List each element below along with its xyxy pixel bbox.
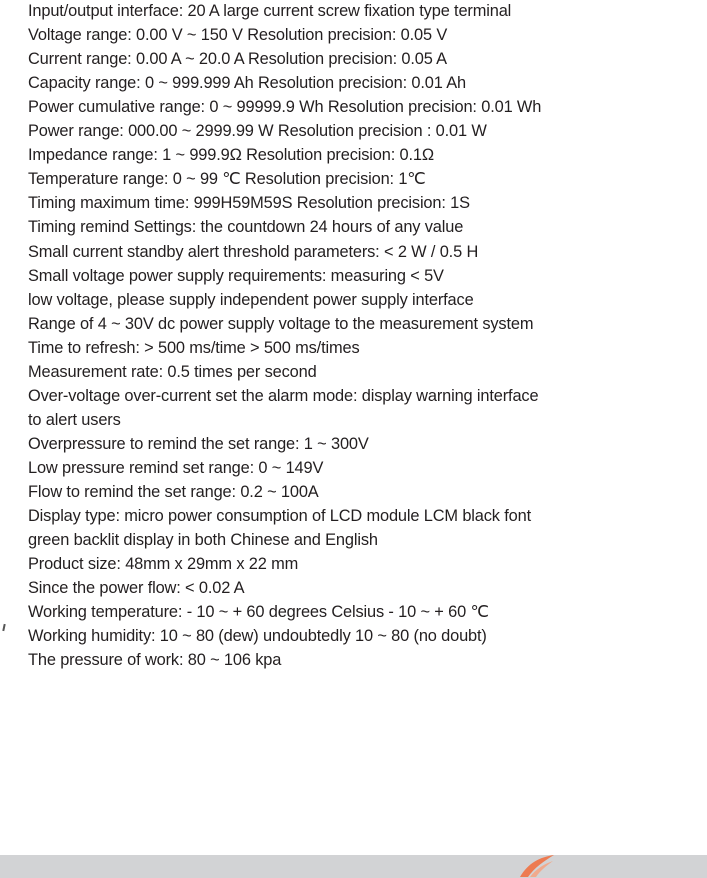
- spec-line: Voltage range: 0.00 V ~ 150 V Resolution precision: 0.05 V: [28, 26, 448, 44]
- spec-line: Low pressure remind set range: 0 ~ 149V: [28, 459, 324, 477]
- spec-line: Measurement rate: 0.5 times per second: [28, 363, 317, 381]
- spec-line: Small voltage power supply requirements: measuring < 5V: [28, 267, 444, 285]
- spec-line: Temperature range: 0 ~ 99 ℃ Resolution precision: 1℃: [28, 170, 426, 188]
- spec-line: Current range: 0.00 A ~ 20.0 A Resolution precision: 0.05 A: [28, 50, 447, 68]
- spec-line: Since the power flow: < 0.02 A: [28, 579, 245, 597]
- spec-line: Over-voltage over-current set the alarm mode: display warning interface: [28, 387, 539, 405]
- spec-line: Time to refresh: > 500 ms/time > 500 ms/times: [28, 339, 360, 357]
- spec-line: Working humidity: 10 ~ 80 (dew) undoubtedly 10 ~ 80 (no doubt): [28, 627, 487, 645]
- spec-line: Product size: 48mm x 29mm x 22 mm: [28, 555, 299, 573]
- margin-tick-mark: [2, 624, 5, 631]
- spec-line: Display type: micro power consumption of LCD module LCM black font: [28, 507, 531, 525]
- footer-band: [0, 855, 707, 878]
- spec-line: Power cumulative range: 0 ~ 99999.9 Wh Resolution precision: 0.01 Wh: [28, 98, 542, 116]
- spec-line: Capacity range: 0 ~ 999.999 Ah Resolution precision: 0.01 Ah: [28, 74, 466, 92]
- spec-line: low voltage, please supply independent power supply interface: [28, 291, 474, 309]
- spec-line: Overpressure to remind the set range: 1 ~ 300V: [28, 435, 369, 453]
- spec-line: Timing maximum time: 999H59M59S Resolution precision: 1S: [28, 194, 470, 212]
- spec-line: Range of 4 ~ 30V dc power supply voltage to the measurement system: [28, 315, 534, 333]
- spec-line: Small current standby alert threshold parameters: < 2 W / 0.5 H: [28, 243, 479, 261]
- spec-line: Flow to remind the set range: 0.2 ~ 100A: [28, 483, 319, 501]
- spec-line: The pressure of work: 80 ~ 106 kpa: [28, 651, 282, 669]
- orange-swoosh-icon: [518, 855, 556, 878]
- spec-line: Timing remind Settings: the countdown 24 hours of any value: [28, 218, 464, 236]
- spec-line: Input/output interface: 20 A large current screw fixation type terminal: [28, 2, 512, 20]
- spec-line: green backlit display in both Chinese and English: [28, 531, 378, 549]
- spec-line: Working temperature: - 10 ~ + 60 degrees Celsius - 10 ~ + 60 ℃: [28, 603, 489, 621]
- spec-line: Power range: 000.00 ~ 2999.99 W Resolution precision : 0.01 W: [28, 122, 487, 140]
- spec-line: Impedance range: 1 ~ 999.9Ω Resolution precision: 0.1Ω: [28, 146, 434, 164]
- spec-line: to alert users: [28, 411, 121, 429]
